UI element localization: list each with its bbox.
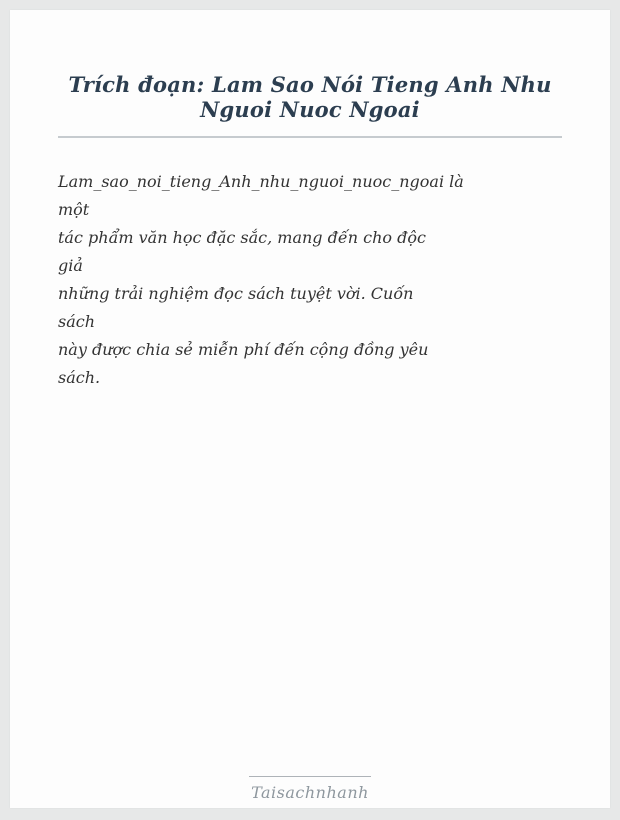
footer-divider [249,776,371,777]
excerpt-line: giả [58,256,83,275]
footer-brand: Taisachnhanh [251,783,369,802]
excerpt-line: Lam_sao_noi_tieng_Anh_nhu_nguoi_nuoc_ngoai là [58,172,464,191]
title-divider [58,136,562,138]
excerpt-line: tác phẩm văn học đặc sắc, mang đến cho độc [58,228,426,247]
excerpt-line: này được chia sẻ miễn phí đến cộng đồng yêu [58,340,429,359]
excerpt-line: sách [58,312,96,331]
excerpt-body [58,168,562,392]
page-title: Trích đoạn: Lam Sao Nói Tieng Anh Nhu Nguoi Nuoc Ngoai [68,72,552,122]
excerpt-line: một [58,200,90,219]
excerpt-line: sách. [58,368,101,387]
document-page [10,10,610,808]
excerpt-line: những trải nghiệm đọc sách tuyệt vời. Cuốn [58,284,414,303]
page-footer [10,776,610,802]
